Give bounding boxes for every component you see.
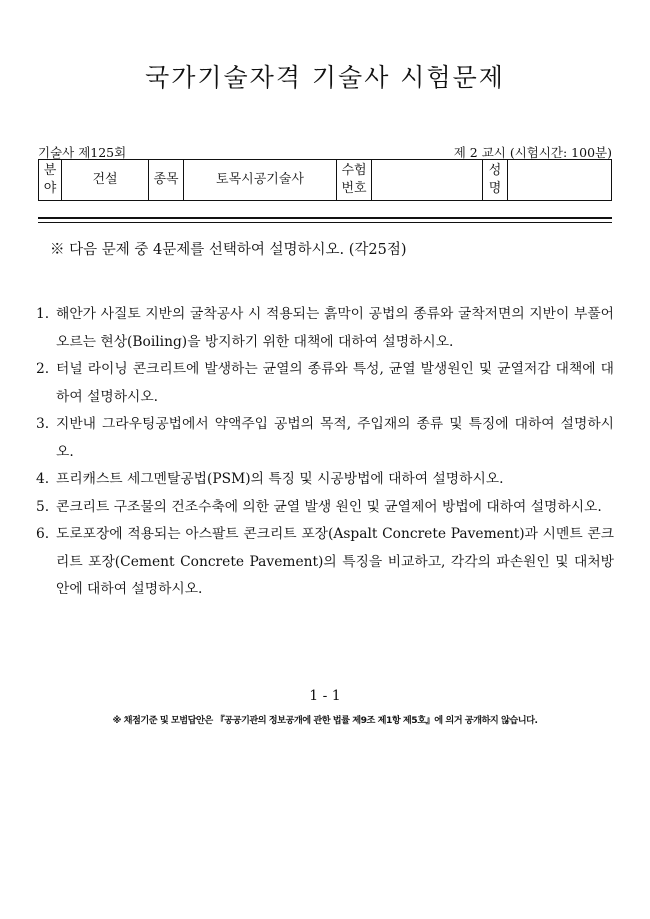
page-title: 국가기술자격 기술사 시험문제 xyxy=(145,63,505,92)
exam-session: 기술사 제125회 xyxy=(38,145,127,160)
instruction-text: ※ 다음 문제 중 4문제를 선택하여 설명하시오. (각25점) xyxy=(50,242,407,258)
footer-note: ※ 채점기준 및 모범답안은 『공공기관의 정보공개에 관한 법률 제9조 제1항 제5호』에 의거 공개하지 않습니다. xyxy=(112,715,538,726)
question-text: 프리캐스트 세그멘탈공법(PSM)의 특징 및 시공방법에 대하여 설명하시오. xyxy=(56,471,504,487)
question-number: 4. xyxy=(36,471,50,487)
period-info: 제 2 교시 (시험시간: 100분) xyxy=(453,145,612,160)
name-field[interactable] xyxy=(508,160,612,201)
question-text: 지반내 그라우팅공법에서 약액주입 공법의 목적, 주입재의 종류 및 특징에 대하여 설명하시오. xyxy=(56,416,614,460)
exam-number-field[interactable] xyxy=(372,160,483,201)
question-number: 5. xyxy=(36,498,50,515)
field-label: 분 야 xyxy=(39,160,62,201)
exam-info-table xyxy=(38,159,612,201)
question-number: 3. xyxy=(36,416,50,432)
category-value: 토목시공기술사 xyxy=(184,160,337,201)
question-item xyxy=(36,494,614,522)
page-number: 1 - 1 xyxy=(309,688,341,704)
question-number: 6. xyxy=(36,526,50,542)
question-number: 1. xyxy=(36,306,50,322)
question-number: 2. xyxy=(36,361,50,377)
exam-number-label: 수험 번호 xyxy=(337,160,372,201)
name-label: 성 명 xyxy=(483,160,508,201)
divider-thick xyxy=(38,217,612,219)
exam-meta-row xyxy=(38,143,612,159)
question-list xyxy=(36,301,614,604)
question-text: 해안가 사질토 지반의 굴착공사 시 적용되는 흙막이 공법의 종류와 굴착저면의 지반이 부풀어 오르는 현상(Boiling)을 방지하기 위한 대책에 대하여 설명하시오. xyxy=(56,306,614,350)
question-item xyxy=(36,466,614,494)
question-text: 도로포장에 적용되는 아스팔트 콘크리트 포장(Aspalt Concrete Pavement)과 시멘트 콘크리트 포장(Cement Concrete Pavement)의 특징을 비교하고, 각각의 파손원인 및 대처방안에 대하여 설명하시오. xyxy=(56,526,614,597)
question-text: 터널 라이닝 콘크리트에 발생하는 균열의 종류와 특성, 균열 발생원인 및 균열저감 대책에 대하여 설명하시오. xyxy=(56,361,614,405)
question-text: 콘크리트 구조물의 건조수축에 의한 균열 발생 원인 및 균열제어 방법에 대하여 설명하시오. xyxy=(56,498,602,515)
question-item xyxy=(36,411,614,466)
divider-thin xyxy=(38,222,612,223)
question-item xyxy=(36,301,614,356)
category-label: 종목 xyxy=(149,160,184,201)
field-value: 건설 xyxy=(62,160,149,201)
question-item xyxy=(36,356,614,411)
question-item xyxy=(36,521,614,604)
